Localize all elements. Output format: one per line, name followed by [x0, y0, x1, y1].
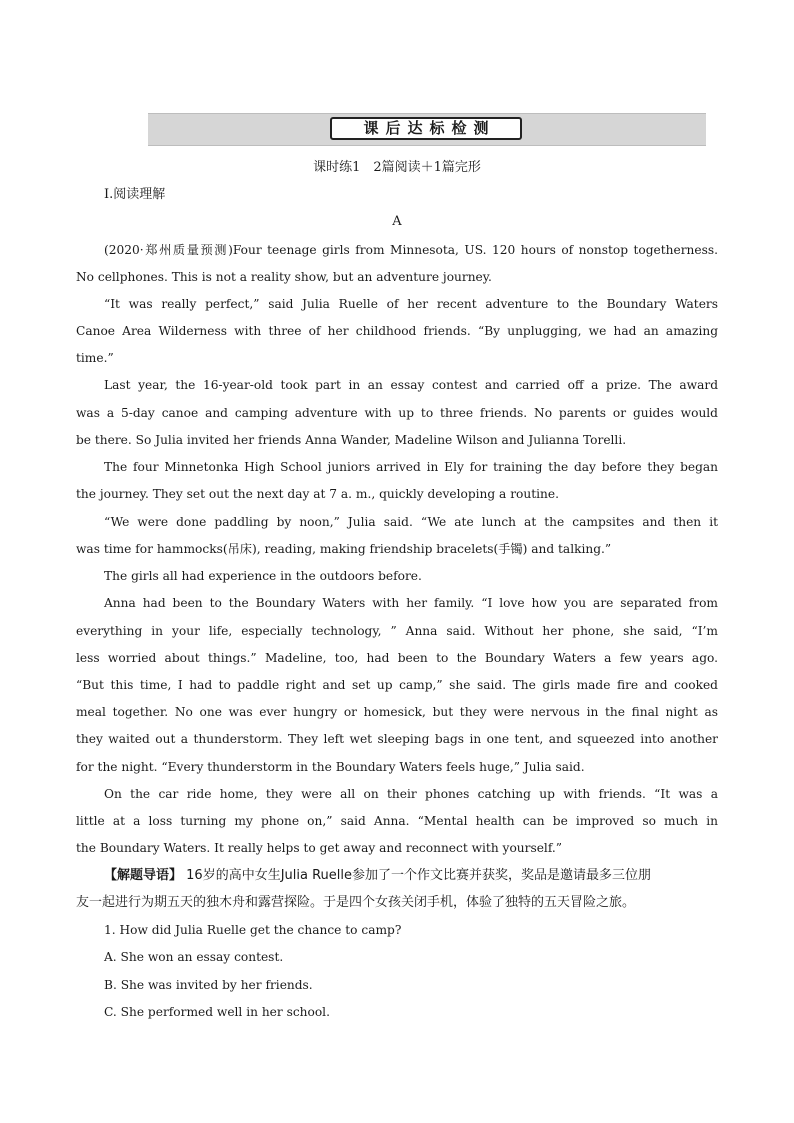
passage-line: they waited out a thunderstorm. They left wet sleeping bags in one tent, and squeezed into another: [76, 732, 718, 746]
passage-line: was a 5-day canoe and camping adventure with up to three friends. No parents or guides would: [76, 406, 718, 420]
guide-paragraph: [104, 865, 718, 887]
passage-line: for the night. “Every thunderstorm in the Boundary Waters feels huge,” Julia said.: [76, 760, 585, 774]
passage-letter: A: [392, 214, 402, 229]
passage-line: the journey. They set out the next day at 7 a. m., quickly developing a routine.: [76, 487, 559, 501]
question-stem: 1. How did Julia Ruelle get the chance to camp?: [104, 923, 402, 937]
passage-line: “It was really perfect,” said Julia Ruelle of her recent adventure to the Boundary Waters: [104, 297, 718, 311]
passage-line: Last year, the 16-year-old took part in an essay contest and carried off a prize. The award: [104, 378, 718, 392]
passage-line: (2020·郑州质量预测)Four teenage girls from Minnesota, US. 120 hours of nonstop togetherness.: [104, 243, 718, 257]
banner-title: 课后达标检测: [330, 117, 522, 140]
option-a: A. She won an essay contest.: [104, 950, 284, 964]
passage-line: be there. So Julia invited her friends Anna Wander, Madeline Wilson and Julianna Torelli.: [76, 433, 627, 447]
lesson-subtitle: 课时练1 2篇阅读＋1篇完形: [313, 160, 481, 175]
guide-text-line: 友一起进行为期五天的独木舟和露营探险。于是四个女孩关闭手机，体验了独特的五天冒险之旅。: [76, 895, 636, 910]
passage-line: “But this time, I had to paddle right and set up camp,” she said. The girls made fire and cooked: [76, 678, 718, 692]
title-banner: [148, 113, 706, 146]
passage-line: less worried about things.” Madeline, too, had been to the Boundary Waters a few years ago.: [76, 651, 718, 665]
passage-line: Anna had been to the Boundary Waters with her family. “I love how you are separated from: [104, 596, 718, 610]
passage-line: No cellphones. This is not a reality show, but an adventure journey.: [76, 270, 492, 284]
option-c: C. She performed well in her school.: [104, 1005, 330, 1019]
passage-line: meal together. No one was ever hungry or homesick, but they were nervous in the final night as: [76, 705, 718, 719]
passage-line: time.”: [76, 351, 114, 365]
guide-label: 【解题导语】: [104, 868, 183, 883]
passage-line: Canoe Area Wilderness with three of her childhood friends. “By unplugging, we had an amazing: [76, 324, 718, 338]
guide-text: 16岁的高中女生Julia Ruelle参加了一个作文比赛并获奖，奖品是邀请最多三位朋: [186, 868, 652, 883]
passage-line: The girls all had experience in the outdoors before.: [104, 569, 422, 583]
passage-line: “We were done paddling by noon,” Julia said. “We ate lunch at the campsites and then it: [104, 515, 718, 529]
passage-line: little at a loss turning my phone on,” said Anna. “Mental health can be improved so much in: [76, 814, 718, 828]
section-heading: Ⅰ.阅读理解: [104, 187, 166, 202]
passage-line: the Boundary Waters. It really helps to get away and reconnect with yourself.”: [76, 841, 562, 855]
option-b: B. She was invited by her friends.: [104, 978, 313, 992]
passage-line: On the car ride home, they were all on their phones catching up with friends. “It was a: [104, 787, 718, 801]
passage-line: was time for hammocks(吊床), reading, making friendship bracelets(手镯) and talking.”: [76, 542, 612, 556]
passage-line: everything in your life, especially technology, ” Anna said. Without her phone, she said, “I’m: [76, 624, 718, 638]
passage-line: The four Minnetonka High School juniors arrived in Ely for training the day before they began: [104, 460, 718, 474]
